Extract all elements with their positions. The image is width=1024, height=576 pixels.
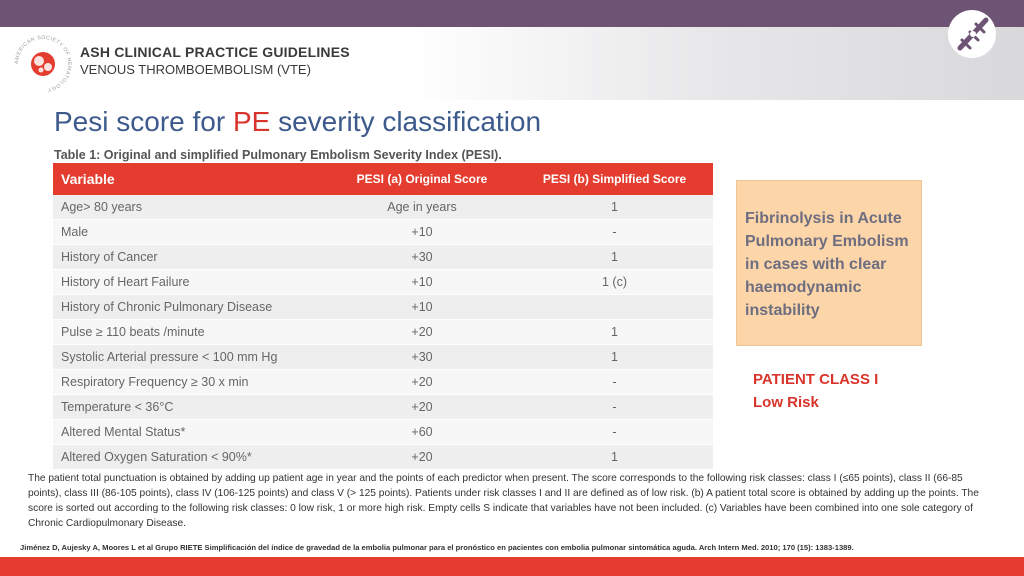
cell-original: +20 xyxy=(328,320,516,345)
cell-simplified xyxy=(516,295,713,320)
patient-class-label: PATIENT CLASS I xyxy=(753,371,879,388)
vessel-icon xyxy=(948,10,996,58)
guideline-subtitle: VENOUS THROMBOEMBOLISM (VTE) xyxy=(80,62,311,77)
header-original-score: PESI (a) Original Score xyxy=(328,163,516,195)
header-variable: Variable xyxy=(53,163,328,195)
table-row xyxy=(53,320,713,345)
table-row xyxy=(53,245,713,270)
callout-text: Fibrinolysis in Acute Pulmonary Embolism in cases with clear haemodynamic instability xyxy=(745,210,909,319)
cell-original: +20 xyxy=(328,445,516,470)
cell-variable: Male xyxy=(53,220,328,245)
cell-simplified: - xyxy=(516,395,713,420)
cell-simplified: - xyxy=(516,220,713,245)
header-simplified-score: PESI (b) Simplified Score xyxy=(516,163,713,195)
cell-simplified: 1 xyxy=(516,445,713,470)
cell-variable: Systolic Arterial pressure < 100 mm Hg xyxy=(53,345,328,370)
cell-original: +60 xyxy=(328,420,516,445)
logo-ring-text: AMERICAN SOCIETY OF HEMATOLOGY xyxy=(14,35,72,93)
table-row xyxy=(53,420,713,445)
cell-simplified: 1 (c) xyxy=(516,270,713,295)
cell-variable: History of Heart Failure xyxy=(53,270,328,295)
title-highlight: PE xyxy=(232,106,271,137)
cell-variable: History of Chronic Pulmonary Disease xyxy=(53,295,328,320)
fibrinolysis-callout xyxy=(736,180,922,346)
cell-simplified: - xyxy=(516,370,713,395)
table-footnote: The patient total punctuation is obtained by adding up patient age in year and the points of each predictor when present. The score corresponds to the following risk classes: class I (≤65 points), class II (66-85 points), class III (86-105 points), class IV (106-125 points) and class V (> 125 points). Patients under risk classes I and II are defined as of low risk. (b) A patient total score is obtained by adding up the points. The score is sorted out according to the following risk classes: 0 low risk, 1 or more high risk. Empty cells S indicate that variables have not been included. (c) Variables have been combined into one sole category of Chronic Cardiopulmonary Disease. xyxy=(28,473,979,529)
cell-simplified: 1 xyxy=(516,345,713,370)
cell-variable: Altered Oxygen Saturation < 90%* xyxy=(53,445,328,470)
table-row xyxy=(53,295,713,320)
risk-label: Low Risk xyxy=(753,394,819,411)
cell-variable: Respiratory Frequency ≥ 30 x min xyxy=(53,370,328,395)
top-banner xyxy=(0,0,1024,27)
bottom-banner xyxy=(0,557,1024,576)
cell-original: +10 xyxy=(328,270,516,295)
table-row xyxy=(53,345,713,370)
title-pre: Pesi score for xyxy=(54,106,233,137)
table-row xyxy=(53,270,713,295)
table-caption: Table 1: Original and simplified Pulmonary Embolism Severity Index (PESI). xyxy=(54,148,502,162)
table-row xyxy=(53,195,713,220)
cell-simplified: 1 xyxy=(516,245,713,270)
cell-variable: Age> 80 years xyxy=(53,195,328,220)
ash-logo-icon xyxy=(14,35,72,93)
cell-variable: Pulse ≥ 110 beats /minute xyxy=(53,320,328,345)
cell-simplified: 1 xyxy=(516,320,713,345)
guideline-title: ASH CLINICAL PRACTICE GUIDELINES xyxy=(80,44,350,60)
table-row xyxy=(53,370,713,395)
title-post: severity classification xyxy=(270,106,542,137)
cell-original: +30 xyxy=(328,245,516,270)
cell-simplified: - xyxy=(516,420,713,445)
corner-badge xyxy=(948,10,996,58)
table-row xyxy=(53,445,713,470)
cell-original: +30 xyxy=(328,345,516,370)
cell-variable: History of Cancer xyxy=(53,245,328,270)
cell-variable: Temperature < 36°C xyxy=(53,395,328,420)
reference-citation: Jiménez D, Aujesky A, Moores L et al Grupo RIETE Simplificación del índice de gravedad de la embolia pulmonar para el pronóstico en pacientes con embolia pulmonar sintomática aguda. Arch Intern Med. 2010; 170 (15): 1383-1389. xyxy=(20,543,854,552)
cell-original: +10 xyxy=(328,295,516,320)
cell-original: +10 xyxy=(328,220,516,245)
cell-simplified: 1 xyxy=(516,195,713,220)
slide-title xyxy=(54,106,541,138)
table-row xyxy=(53,220,713,245)
cell-variable: Altered Mental Status* xyxy=(53,420,328,445)
table-header-row xyxy=(53,163,713,195)
cell-original: +20 xyxy=(328,370,516,395)
cell-original: Age in years xyxy=(328,195,516,220)
pesi-table xyxy=(53,163,713,470)
table-row xyxy=(53,395,713,420)
cell-original: +20 xyxy=(328,395,516,420)
